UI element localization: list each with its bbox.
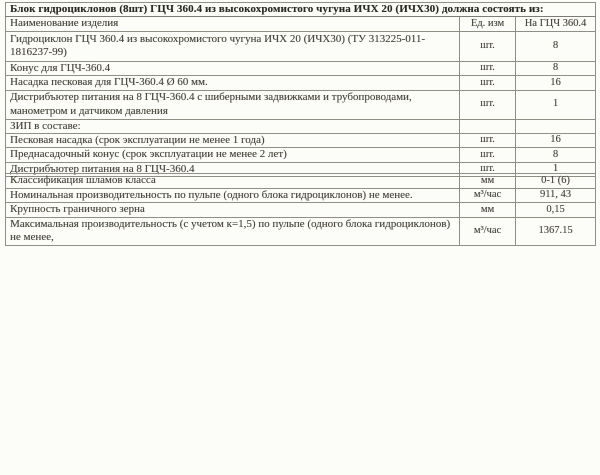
- spec-unit-cell: мм: [460, 203, 516, 217]
- item-unit-cell: шт.: [460, 134, 516, 148]
- item-name-cell: Дистрибъютер питания на 8 ГЦЧ-360.4: [6, 162, 460, 176]
- specifications-table: [5, 173, 596, 246]
- table-row: [6, 61, 596, 75]
- table-title-row: [6, 3, 596, 17]
- item-unit-cell: шт.: [460, 162, 516, 176]
- item-name-cell: Конус для ГЦЧ-360.4: [6, 61, 460, 75]
- table-row: [6, 76, 596, 90]
- table-row: [6, 134, 596, 148]
- column-header-name: Наименование изделия: [6, 17, 460, 31]
- table-row: [6, 203, 596, 217]
- item-unit-cell: шт.: [460, 90, 516, 119]
- table-row: [6, 217, 596, 245]
- spec-name-cell: Классификация шламов класса: [6, 174, 460, 189]
- spec-unit-cell: м³/час: [460, 217, 516, 245]
- item-qty-cell: 16: [516, 134, 596, 148]
- spec-value-cell: 0,15: [516, 203, 596, 217]
- spec-value-cell: 0-1 (6): [516, 174, 596, 189]
- item-name-cell: Дистрибъютер питания на 8 ГЦЧ-360.4 с шиберными задвижками и трубопроводами, манометром и датчиком давления: [6, 90, 460, 119]
- table-row: [6, 174, 596, 189]
- table-row: [6, 31, 596, 61]
- item-name-cell: ЗИП в составе:: [6, 119, 460, 133]
- spec-name-cell: Крупность граничного зерна: [6, 203, 460, 217]
- item-unit-cell: шт.: [460, 148, 516, 162]
- item-qty-cell: [516, 119, 596, 133]
- item-unit-cell: шт.: [460, 76, 516, 90]
- spec-value-cell: 911, 43: [516, 189, 596, 203]
- item-unit-cell: [460, 119, 516, 133]
- item-qty-cell: 8: [516, 31, 596, 61]
- spec-value-cell: 1367.15: [516, 217, 596, 245]
- item-name-cell: Гидроциклон ГЦЧ 360.4 из высокохромистого чугуна ИЧХ 20 (ИЧХ30) (ТУ 313225-011-1816237-99): [6, 31, 460, 61]
- item-unit-cell: шт.: [460, 61, 516, 75]
- spec-name-cell: Максимальная производительность (с учетом к=1,5) по пульпе (одного блока гидроциклонов) не менее,: [6, 217, 460, 245]
- table-row-zip-group: [6, 119, 596, 133]
- item-name-cell: Преднасадочный конус (срок эксплуатации не менее 2 лет): [6, 148, 460, 162]
- item-qty-cell: 1: [516, 162, 596, 176]
- table-row: [6, 189, 596, 203]
- column-header-qty: На ГЦЧ 360.4: [516, 17, 596, 31]
- item-qty-cell: 16: [516, 76, 596, 90]
- spec-unit-cell: мм: [460, 174, 516, 189]
- item-name-cell: Песковая насадка (срок эксплуатации не менее 1 года): [6, 134, 460, 148]
- spec-name-cell: Номинальная производительность по пульпе (одного блока гидроциклонов) не менее.: [6, 189, 460, 203]
- item-qty-cell: 8: [516, 61, 596, 75]
- spec-unit-cell: м³/час: [460, 189, 516, 203]
- item-qty-cell: 1: [516, 90, 596, 119]
- header-row: [6, 17, 596, 31]
- table-row: [6, 90, 596, 119]
- item-qty-cell: 8: [516, 148, 596, 162]
- item-name-cell: Насадка песковая для ГЦЧ-360.4 Ø 60 мм.: [6, 76, 460, 90]
- column-header-unit: Ед. изм: [460, 17, 516, 31]
- item-unit-cell: шт.: [460, 31, 516, 61]
- table-row: [6, 148, 596, 162]
- components-table: [5, 2, 596, 177]
- table-title: Блок гидроциклонов (8шт) ГЦЧ 360.4 из высокохромистого чугуна ИЧХ 20 (ИЧХ30) должна состоять из:: [6, 3, 596, 17]
